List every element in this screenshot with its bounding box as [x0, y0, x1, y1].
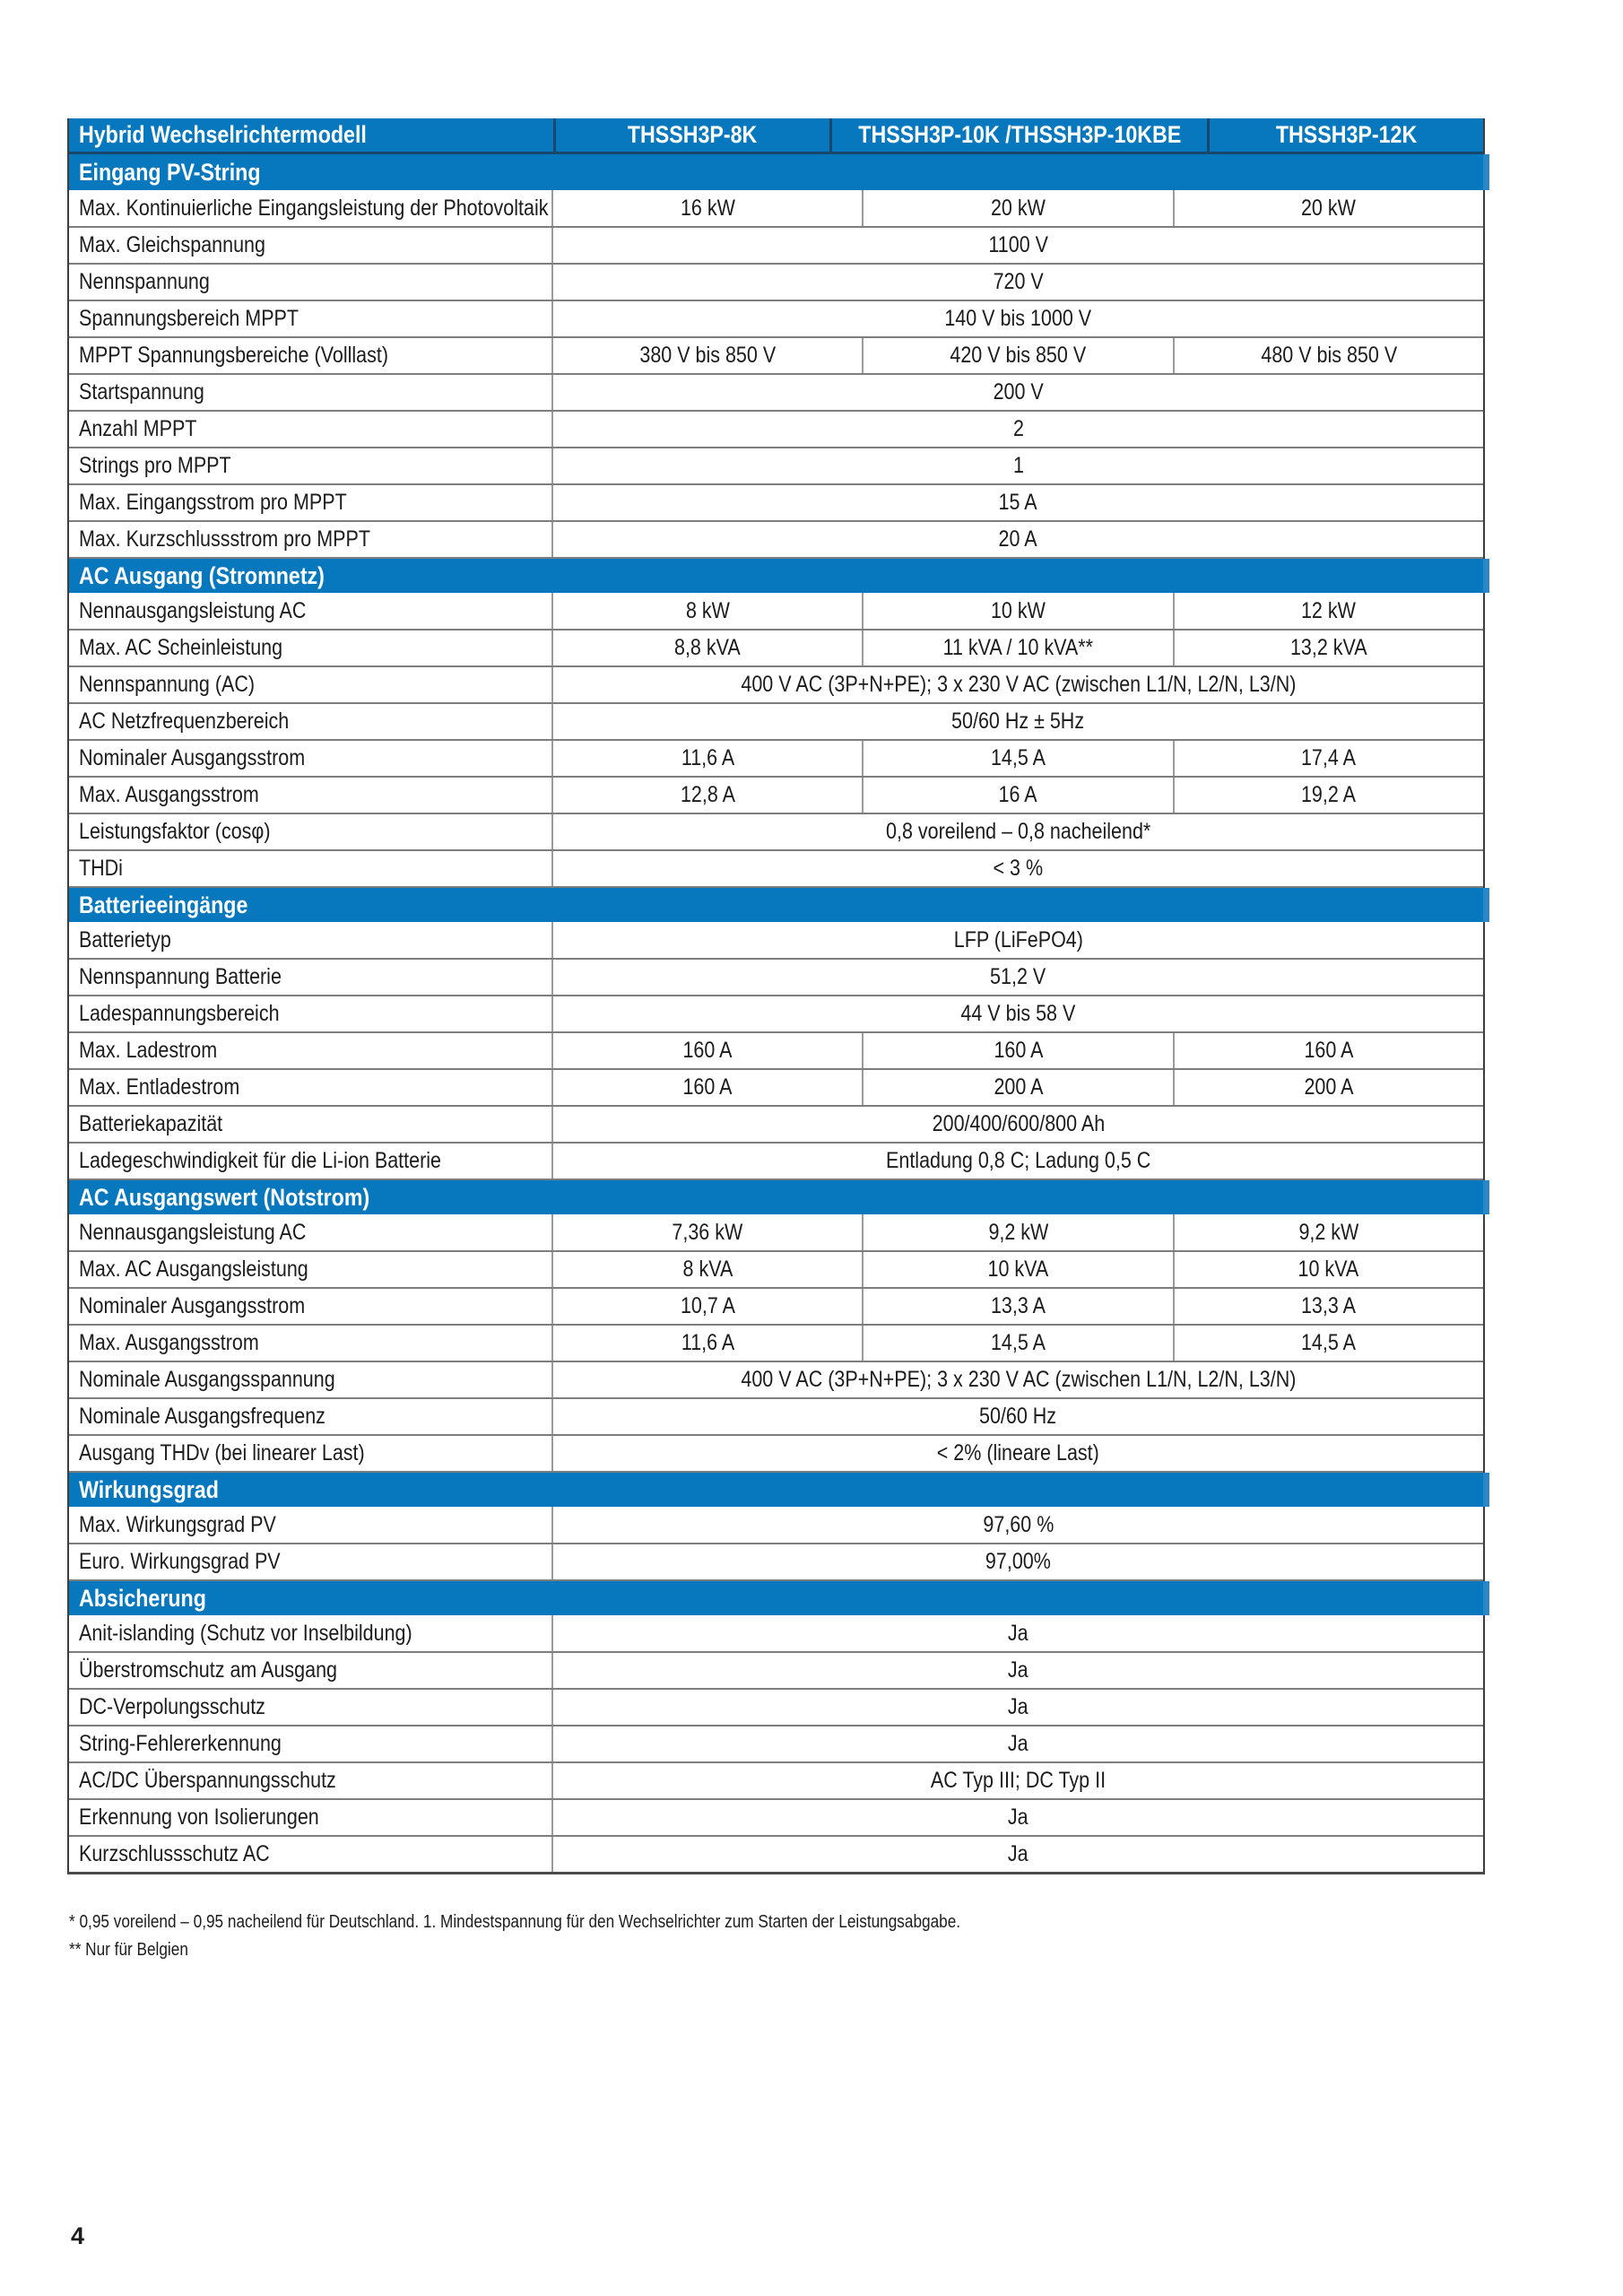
- row-value-text: 140 V bis 1000 V: [944, 306, 1092, 331]
- row-value: [553, 778, 862, 813]
- table-body: [69, 154, 1483, 1872]
- row-value: [553, 1252, 862, 1287]
- table-row: [69, 1250, 1483, 1287]
- row-label: [69, 814, 553, 849]
- row-value: [1173, 190, 1483, 226]
- table-row: [69, 1031, 1483, 1068]
- row-label-text: Max. Entladestrom: [79, 1074, 240, 1100]
- row-value-text: 160 A: [993, 1038, 1043, 1063]
- table-header-row: [69, 118, 1483, 154]
- row-value-text: AC Typ III; DC Typ II: [930, 1768, 1107, 1793]
- row-label-text: Max. Ausgangsstrom: [79, 782, 259, 807]
- row-value-merged: [553, 375, 1483, 410]
- row-value-text: 400 V AC (3P+N+PE); 3 x 230 V AC (zwischen L1/N, L2/N, L3/N): [740, 672, 1297, 697]
- row-value-text: 11 kVA / 10 kVA**: [942, 635, 1094, 660]
- row-value: [862, 1033, 1172, 1068]
- row-label: [69, 922, 553, 958]
- row-value: [553, 338, 862, 373]
- row-label: [69, 667, 553, 702]
- row-label-text: AC/DC Überspannungsschutz: [79, 1768, 336, 1793]
- row-label-text: Nennspannung (AC): [79, 672, 256, 697]
- row-value-text: Ja: [1008, 1731, 1028, 1756]
- row-value-text: < 2% (lineare Last): [936, 1440, 1100, 1465]
- row-value-merged: [553, 960, 1483, 995]
- row-label-text: Leistungsfaktor (cosφ): [79, 819, 271, 844]
- row-label-text: Max. Gleichspannung: [79, 232, 265, 257]
- row-label: [69, 1399, 553, 1434]
- row-label-text: Max. Kontinuierliche Eingangsleistung der Photovoltaik: [79, 195, 549, 221]
- row-value-text: Entladung 0,8 C; Ladung 0,5 C: [885, 1148, 1151, 1173]
- row-label: [69, 1033, 553, 1068]
- row-value-text: 1100 V: [988, 232, 1048, 257]
- row-value: [553, 631, 862, 665]
- row-label: [69, 1690, 553, 1725]
- row-value-merged: [553, 301, 1483, 336]
- section-bar-title: Batterieeingänge: [79, 891, 248, 918]
- row-value: [862, 1070, 1172, 1105]
- row-label: [69, 190, 553, 226]
- section-bar-title: Eingang PV-String: [79, 158, 261, 186]
- row-value-text: 7,36 kW: [672, 1219, 743, 1245]
- row-label-text: Batteriekapazität: [79, 1111, 223, 1136]
- section-bar-title: AC Ausgangswert (Notstrom): [79, 1183, 370, 1211]
- row-label-text: Erkennung von Isolierungen: [79, 1805, 319, 1830]
- table-row: [69, 1798, 1483, 1835]
- row-label: [69, 1070, 553, 1105]
- row-label: [69, 960, 553, 995]
- row-value-text: 51,2 V: [990, 964, 1046, 989]
- row-value-text: 10 kVA: [1298, 1257, 1359, 1282]
- row-label: [69, 631, 553, 665]
- row-value-text: 14,5 A: [990, 745, 1046, 770]
- row-label-text: Max. Eingangsstrom pro MPPT: [79, 490, 347, 515]
- row-value-merged: [553, 1690, 1483, 1725]
- header-model-1: THSSH3P-8K: [553, 118, 829, 152]
- row-value: [1173, 593, 1483, 629]
- table-row: [69, 1068, 1483, 1105]
- row-label: [69, 1252, 553, 1287]
- row-value-merged: [553, 1544, 1483, 1579]
- table-row: [69, 593, 1483, 629]
- row-label: [69, 1726, 553, 1761]
- row-value: [553, 1033, 862, 1068]
- row-value-merged: [553, 1615, 1483, 1651]
- row-value-text: 97,00%: [985, 1549, 1051, 1574]
- row-label-text: Batterietyp: [79, 926, 171, 952]
- row-value-text: 10 kVA: [987, 1257, 1049, 1282]
- row-value-text: 400 V AC (3P+N+PE); 3 x 230 V AC (zwischen L1/N, L2/N, L3/N): [740, 1367, 1297, 1392]
- row-label: [69, 851, 553, 886]
- section-bar-title: Absicherung: [79, 1584, 206, 1612]
- row-label-text: Euro. Wirkungsgrad PV: [79, 1549, 281, 1574]
- header-model-label-text: Hybrid Wechselrichtermodell: [79, 121, 367, 148]
- row-value-text: 0,8 voreilend – 0,8 nacheilend*: [885, 819, 1151, 844]
- row-label-text: Kurzschlussschutz AC: [79, 1841, 270, 1866]
- section-bar: [69, 557, 1483, 593]
- row-value: [553, 1326, 862, 1361]
- row-label-text: Nennspannung: [79, 269, 210, 294]
- row-value-text: Ja: [1008, 1620, 1028, 1646]
- row-label-text: THDi: [79, 856, 123, 881]
- row-value-merged: [553, 851, 1483, 886]
- table-row: [69, 629, 1483, 665]
- table-row: [69, 995, 1483, 1031]
- row-value-text: 20 kW: [991, 195, 1046, 221]
- row-label: [69, 1653, 553, 1688]
- row-label: [69, 1436, 553, 1471]
- table-row: [69, 1361, 1483, 1397]
- row-label-text: Max. Ausgangsstrom: [79, 1330, 259, 1355]
- row-value-text: 13,3 A: [990, 1293, 1046, 1318]
- row-value-text: 44 V bis 58 V: [960, 1001, 1076, 1026]
- row-value-text: 8,8 kVA: [674, 635, 742, 660]
- row-value-text: 9,2 kW: [988, 1219, 1048, 1245]
- row-value-merged: [553, 1726, 1483, 1761]
- row-value-merged: [553, 814, 1483, 849]
- row-label: [69, 704, 553, 739]
- row-label-text: Nominale Ausgangsspannung: [79, 1367, 335, 1392]
- row-value-text: 200 A: [1304, 1074, 1354, 1100]
- row-value-merged: [553, 1653, 1483, 1688]
- row-label-text: Nennspannung Batterie: [79, 964, 282, 989]
- row-label: [69, 1615, 553, 1651]
- section-bar: [69, 1178, 1483, 1214]
- row-value-text: Ja: [1008, 1694, 1028, 1719]
- row-value-text: 19,2 A: [1301, 782, 1357, 807]
- table-row: [69, 1543, 1483, 1579]
- table-row: [69, 1761, 1483, 1798]
- row-value: [553, 190, 862, 226]
- table-row: [69, 739, 1483, 776]
- row-label-text: MPPT Spannungsbereiche (Volllast): [79, 343, 388, 368]
- row-value-merged: [553, 1837, 1483, 1872]
- row-value-text: 14,5 A: [1301, 1330, 1357, 1355]
- row-label: [69, 1326, 553, 1361]
- row-label-text: Max. Kurzschlussstrom pro MPPT: [79, 526, 370, 552]
- row-value-text: LFP (LiFePO4): [953, 926, 1083, 952]
- row-label-text: Strings pro MPPT: [79, 453, 231, 478]
- row-value-text: 9,2 kW: [1298, 1219, 1359, 1245]
- row-label-text: Anzahl MPPT: [79, 416, 197, 441]
- row-value-text: 160 A: [682, 1038, 733, 1063]
- row-value-merged: [553, 448, 1483, 483]
- row-value-text: 8 kVA: [682, 1257, 733, 1282]
- row-label: [69, 412, 553, 447]
- row-value-merged: [553, 412, 1483, 447]
- row-label-text: Nennausgangsleistung AC: [79, 1219, 307, 1245]
- table-row: [69, 373, 1483, 410]
- row-label: [69, 448, 553, 483]
- row-value: [553, 741, 862, 776]
- table-row: [69, 1725, 1483, 1761]
- header-model-2: THSSH3P-10K /THSSH3P-10KBE: [829, 118, 1208, 152]
- table-row: [69, 665, 1483, 702]
- row-label: [69, 593, 553, 629]
- row-value: [862, 1214, 1172, 1250]
- row-value-text: 13,2 kVA: [1289, 635, 1367, 660]
- table-row: [69, 776, 1483, 813]
- row-label-text: DC-Verpolungsschutz: [79, 1694, 265, 1719]
- row-value-text: 97,60 %: [983, 1511, 1054, 1537]
- row-label-text: Nennausgangsleistung AC: [79, 597, 307, 623]
- row-value-merged: [553, 1507, 1483, 1543]
- footnotes: [69, 1909, 1106, 1964]
- row-value-merged: [553, 485, 1483, 520]
- table-row: [69, 1397, 1483, 1434]
- row-value: [862, 741, 1172, 776]
- header-model-label: [69, 118, 553, 152]
- row-value-merged: [553, 704, 1483, 739]
- row-value-text: 20 kW: [1301, 195, 1357, 221]
- row-label: [69, 265, 553, 300]
- row-label: [69, 1214, 553, 1250]
- row-value-text: 16 kW: [680, 195, 735, 221]
- row-label-text: Anit-islanding (Schutz vor Inselbildung): [79, 1620, 412, 1646]
- row-value-merged: [553, 996, 1483, 1031]
- table-row: [69, 1835, 1483, 1872]
- row-value: [1173, 1289, 1483, 1324]
- row-label-text: Ladespannungsbereich: [79, 1001, 280, 1026]
- section-bar: [69, 1471, 1483, 1507]
- table-row: [69, 336, 1483, 373]
- table-row: [69, 1214, 1483, 1250]
- row-value: [862, 778, 1172, 813]
- row-value-merged: [553, 1362, 1483, 1397]
- row-label-text: Ausgang THDv (bei linearer Last): [79, 1440, 365, 1465]
- table-row: [69, 1142, 1483, 1178]
- table-row: [69, 483, 1483, 520]
- row-value: [553, 1289, 862, 1324]
- table-row: [69, 922, 1483, 958]
- row-value: [1173, 631, 1483, 665]
- row-value-text: 11,6 A: [681, 745, 734, 770]
- row-value-text: 10 kW: [991, 597, 1046, 623]
- row-value: [862, 1326, 1172, 1361]
- row-value-text: 50/60 Hz ± 5Hz: [951, 709, 1085, 734]
- row-label-text: Max. Wirkungsgrad PV: [79, 1511, 276, 1537]
- spec-table: [67, 118, 1485, 1874]
- row-label: [69, 301, 553, 336]
- table-row: [69, 1688, 1483, 1725]
- row-label-text: Max. Ladestrom: [79, 1038, 218, 1063]
- row-label: [69, 522, 553, 557]
- table-row: [69, 520, 1483, 557]
- row-label: [69, 778, 553, 813]
- row-value-text: 12 kW: [1301, 597, 1357, 623]
- row-value-text: 480 V bis 850 V: [1260, 343, 1397, 368]
- row-value-merged: [553, 228, 1483, 263]
- row-label-text: String-Fehlererkennung: [79, 1731, 282, 1756]
- row-label: [69, 1763, 553, 1798]
- row-value-text: 200 V: [993, 379, 1044, 404]
- section-bar: [69, 154, 1483, 190]
- row-value: [553, 1070, 862, 1105]
- row-label-text: Spannungsbereich MPPT: [79, 306, 299, 331]
- row-label: [69, 1362, 553, 1397]
- row-label: [69, 996, 553, 1031]
- row-label: [69, 741, 553, 776]
- row-value-merged: [553, 1436, 1483, 1471]
- row-label-text: Nominaler Ausgangsstrom: [79, 745, 306, 770]
- table-row: [69, 410, 1483, 447]
- row-value-text: 13,3 A: [1301, 1293, 1357, 1318]
- row-value-text: 380 V bis 850 V: [639, 343, 777, 368]
- row-value: [1173, 1252, 1483, 1287]
- row-label-text: Nominaler Ausgangsstrom: [79, 1293, 306, 1318]
- table-row: [69, 1615, 1483, 1651]
- row-value: [1173, 741, 1483, 776]
- row-label: [69, 1144, 553, 1178]
- table-row: [69, 813, 1483, 849]
- row-value-text: < 3 %: [993, 856, 1044, 881]
- row-value-text: 10,7 A: [680, 1293, 735, 1318]
- row-value-text: 200 A: [993, 1074, 1043, 1100]
- row-value: [1173, 1070, 1483, 1105]
- table-row: [69, 1507, 1483, 1543]
- row-value-merged: [553, 1399, 1483, 1434]
- table-row: [69, 1434, 1483, 1471]
- row-label: [69, 485, 553, 520]
- table-row: [69, 300, 1483, 336]
- row-value-text: Ja: [1008, 1841, 1028, 1866]
- row-value-merged: [553, 667, 1483, 702]
- row-label-text: Max. AC Ausgangsleistung: [79, 1257, 308, 1282]
- table-row: [69, 1287, 1483, 1324]
- row-value-text: 720 V: [993, 269, 1044, 294]
- section-bar-title: AC Ausgang (Stromnetz): [79, 561, 325, 589]
- section-bar: [69, 1579, 1483, 1615]
- row-value-text: 20 A: [998, 526, 1038, 552]
- page-number: 4: [71, 2222, 85, 2249]
- row-value-merged: [553, 522, 1483, 557]
- row-value-merged: [553, 265, 1483, 300]
- row-value-text: 16 A: [998, 782, 1038, 807]
- row-value: [862, 190, 1172, 226]
- row-value-text: Ja: [1008, 1805, 1028, 1830]
- row-value-text: 2: [1012, 416, 1024, 441]
- table-row: [69, 1324, 1483, 1361]
- row-value-merged: [553, 1763, 1483, 1798]
- row-value-text: 50/60 Hz: [979, 1404, 1057, 1429]
- row-value-text: 14,5 A: [990, 1330, 1046, 1355]
- row-value-merged: [553, 1144, 1483, 1178]
- row-label-text: Ladegeschwindigkeit für die Li-ion Batterie: [79, 1148, 441, 1173]
- row-value-text: 8 kW: [685, 597, 730, 623]
- row-label: [69, 1800, 553, 1835]
- row-value-text: 11,6 A: [681, 1330, 734, 1355]
- row-value-text: 420 V bis 850 V: [950, 343, 1087, 368]
- table-row: [69, 958, 1483, 995]
- row-value: [1173, 1214, 1483, 1250]
- row-label: [69, 1107, 553, 1142]
- row-value-text: 15 A: [998, 490, 1038, 515]
- row-value: [1173, 1033, 1483, 1068]
- row-value: [553, 593, 862, 629]
- row-value: [1173, 1326, 1483, 1361]
- row-value: [553, 1214, 862, 1250]
- row-label-text: AC Netzfrequenzbereich: [79, 709, 290, 734]
- table-row: [69, 849, 1483, 886]
- row-value-text: 160 A: [682, 1074, 733, 1100]
- table-row: [69, 1105, 1483, 1142]
- header-model-3: THSSH3P-12K: [1207, 118, 1483, 152]
- footnote-2: ** Nur für Belgien: [69, 1940, 188, 1960]
- table-row: [69, 226, 1483, 263]
- row-value-text: 17,4 A: [1301, 745, 1357, 770]
- row-value: [1173, 778, 1483, 813]
- table-row: [69, 447, 1483, 483]
- row-label-text: Startspannung: [79, 379, 204, 404]
- row-value-merged: [553, 1800, 1483, 1835]
- section-bar-title: Wirkungsgrad: [79, 1475, 219, 1503]
- table-row: [69, 702, 1483, 739]
- table-row: [69, 263, 1483, 300]
- row-value: [862, 631, 1172, 665]
- row-label: [69, 338, 553, 373]
- row-value-text: Ja: [1008, 1657, 1028, 1683]
- row-value: [862, 1252, 1172, 1287]
- row-value-text: 1: [1012, 453, 1024, 478]
- row-value: [862, 593, 1172, 629]
- row-value: [1173, 338, 1483, 373]
- row-label: [69, 1507, 553, 1543]
- row-value-merged: [553, 1107, 1483, 1142]
- table-row: [69, 1651, 1483, 1688]
- row-label-text: Max. AC Scheinleistung: [79, 635, 283, 660]
- row-label-text: Nominale Ausgangsfrequenz: [79, 1404, 325, 1429]
- row-label: [69, 1289, 553, 1324]
- footnote-1: * 0,95 voreilend – 0,95 nacheilend für Deutschland. 1. Mindestspannung für den Wechselrichter zum Starten der Leistungsabgabe.: [69, 1912, 961, 1932]
- row-value: [862, 1289, 1172, 1324]
- row-value: [862, 338, 1172, 373]
- row-value-text: 12,8 A: [680, 782, 735, 807]
- row-label-text: Überstromschutz am Ausgang: [79, 1657, 338, 1683]
- row-value-merged: [553, 922, 1483, 958]
- row-label: [69, 375, 553, 410]
- row-value-text: 160 A: [1304, 1038, 1354, 1063]
- row-label: [69, 228, 553, 263]
- table-row: [69, 190, 1483, 226]
- section-bar: [69, 886, 1483, 922]
- row-label: [69, 1544, 553, 1579]
- row-value-text: 200/400/600/800 Ah: [932, 1111, 1105, 1136]
- row-label: [69, 1837, 553, 1872]
